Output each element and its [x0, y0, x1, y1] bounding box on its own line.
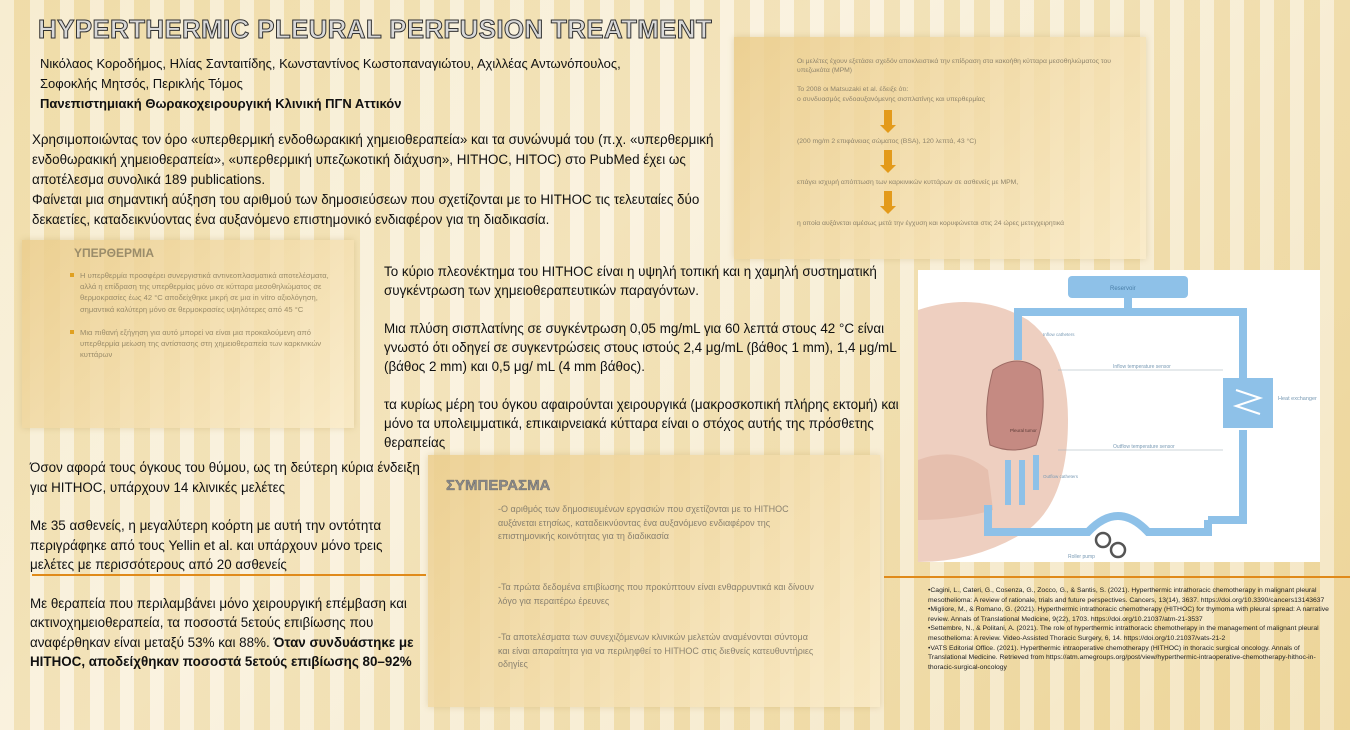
- thymus-survival-highlight: Όταν συνδυάστηκε με HITHOC, αποδείχθηκαν ποσοστά 5ετούς επιβίωσης 80–92%: [30, 634, 414, 669]
- hyperthermia-heading: ΥΠΕΡΘΕΡΜΙΑ: [74, 246, 155, 260]
- reservoir-label: Reservoir: [1110, 286, 1136, 292]
- flow-step-2: Το 2008 οι Matsuzaki et al. έδειξε ότι:: [797, 86, 909, 93]
- affiliation: Πανεπιστημιακή Θωρακοχειρουργική Κλινική ΠΓΝ Αττικόν: [40, 96, 402, 111]
- conclusion-point-3: -Τα αποτελέσματα των συνεχιζόμενων κλινικών μελετών αναμένονται σύντομα και είναι απαραίτητα για να περιληφθεί το HITHOC στις διεθνείς κατευθυντήριες οδηγίες: [498, 632, 814, 669]
- conclusion-panel: [428, 455, 880, 707]
- advantage-paragraph-1: Το κύριο πλεονέκτημα του HITHOC είναι η υψηλή τοπική και η χαμηλή συστηματική συγκέντρωση των χημειοθεραπευτικών παραγόντων.: [384, 264, 877, 298]
- tumor-label: Pleural tumor: [1010, 428, 1037, 433]
- hyperthermia-bullet-1: Η υπερθερμία προσφέρει συνεργιστικά αντινεοπλασματικά αποτελέσματα, αλλά η επίδραση της υπερθερμίας μόνο σε κύτταρα μεσοθηλιώματος σε θερμοκρασίες έως 42 °C αποδείχθηκε μικρή σε μια in vitro αξιολόγηση, σημαντικά καλύτερη μόνο σε θερμοκρασίες υψηλότερες από 45 °C: [70, 270, 330, 315]
- conclusion-point-2: -Τα πρώτα δεδομένα επιβίωσης που προκύπτουν είναι ενθαρρυντικά και δίνουν λόγο για περαιτέρω έρευνες: [498, 582, 814, 606]
- thymus-paragraph-1: Όσον αφορά τους όγκους του θύμου, ως τη δεύτερη κύρια ένδειξη για HITHOC, υπάρχουν 14 κλινικές μελέτες: [30, 460, 420, 495]
- pleural-tumor: [987, 361, 1044, 450]
- outflow-catheters-label: Outflow catheters: [1043, 474, 1079, 479]
- outflow-sensor-label: Outflow temperature sensor: [1113, 444, 1175, 450]
- pipe-right-down: [1208, 430, 1243, 520]
- advantage-paragraph-2: Μια πλύση σισπλατίνης σε συγκέντρωση 0,05 mg/mL για 60 λεπτά στους 42 °C είναι γνωστό ότι οδηγεί σε συγκεντρώσεις στους ιστούς 2,4 μg/mL (βάθος 1 mm), 1,4 μg/mL (βάθος 2 mm) και 0,5 μg/ mL (4 mm βάθος).: [384, 321, 897, 374]
- authors-line-2: Σοφοκλής Μητσός, Περικλής Τόμος: [40, 76, 243, 91]
- hyperthermia-bullet-2: Μια πιθανή εξήγηση για αυτό μπορεί να είναι μια προκαλούμενη από υπερθερμία μείωση της αντίστασης στη χημειοθεραπεία των καρκινικών κυττάρων: [70, 327, 330, 361]
- divider-right: [884, 576, 1350, 578]
- perfusion-circuit-diagram: [918, 270, 1320, 562]
- divider-left: [32, 574, 426, 576]
- inflow-sensor-label: Inflow temperature sensor: [1113, 364, 1171, 370]
- page-title: HYPERTHERMIC PLEURAL PERFUSION TREATMENT: [38, 14, 713, 44]
- reference-item: •Cagini, L., Cateri, G., Cosenza, G., Zocco, G., & Santis, S. (2021). Hyperthermic intrathoracic chemotherapy in malignant pleural mesothelioma: A review of rationale, trials and future perspectives. Cancers, 13(14), 3637. https://doi.org/10.3390/cancers13143637: [928, 587, 1325, 604]
- reference-item: •Migliore, M., & Romano, G. (2021). Hyperthermic intrathoracic chemotherapy (HITHOC) for thymoma with pleural spread: A narrative review. Annals of Translational Medicine, 9(22), 1703. https://doi.org/10.21037/atm-21-3537: [928, 606, 1329, 623]
- references: [928, 586, 1338, 672]
- flow-step-4: (200 mg/m 2 επιφάνειας σώματος (BSA), 120 λεπτά, 43 °C): [797, 138, 977, 145]
- flow-step-1: Οι μελέτες έχουν εξετάσει σχεδόν αποκλειστικά την επίδραση στα κακοήθη κύτταρα μεσοθηλιώματος του υπεζωκότα (MPM): [797, 58, 1111, 74]
- authors-line-1: Νικόλαος Κοροδήμος, Ηλίας Σανταιτίδης, Κωνσταντίνος Κωστοπαναγιώτου, Αχιλλέας Αντωνόπουλος,: [40, 56, 621, 71]
- thymus-paragraph-3: [30, 594, 428, 672]
- mechanism-flowchart: [734, 37, 1146, 259]
- hyperthermia-list: [70, 270, 330, 372]
- author-block: [40, 54, 730, 114]
- intro-section: [32, 130, 732, 230]
- pump-roller-1: [1096, 533, 1110, 547]
- intro-paragraph-1: Χρησιμοποιώντας τον όρο «υπερθερμική ενδοθωρακική χημειοθεραπεία» και τα συνώνυμά του (π.χ. «υπερθερμική ενδοθωρακική χημειοθεραπεία», «υπερθερμική υπεζωκοτική διάχυση», HITHOC, HITOC) στο PubMed έχει ως αποτέλεσμα συνολικά 189 publications.: [32, 132, 714, 187]
- pump-roller-2: [1111, 543, 1125, 557]
- conclusion-heading: ΣΥΜΠΕΡΑΣΜΑ: [446, 477, 551, 494]
- flow-arrow-2: [884, 150, 892, 166]
- intro-paragraph-2: Φαίνεται μια σημαντική αύξηση του αριθμού των δημοσιεύσεων που σχετίζονται με το HITHOC τις τελευταίες δύο δεκαετίες, καταδεικνύοντας ένα αυξανόμενο επιστημονικό ενδιαφέρον για τη διαδικασία.: [32, 192, 700, 227]
- thymus-paragraph-2: Με 35 ασθενείς, η μεγαλύτερη κοόρτη με αυτή την οντότητα περιγράφηκε από τους Yellin et al. και υπάρχουν μόνο τρεις μελέτες με περισσότερους από 20 ασθενείς: [30, 518, 383, 572]
- hyperthermia-panel: [22, 240, 354, 428]
- pump-label: Roller pump: [1068, 554, 1095, 560]
- inflow-catheters-label: Inflow catheters: [1043, 332, 1075, 337]
- reference-item: •Settembre, N., & Politani, A. (2021). The role of hyperthermic intrathoracic chemotherapy in the management of malignant pleural mesothelioma: A review. Video-Assisted Thoracic Surgery, 6, 14. https://doi.org/10.21037/vats-21-2: [928, 625, 1319, 642]
- advantages-section: [384, 262, 904, 471]
- reference-item: •VATS Editorial Office. (2021). Hyperthermic intraoperative chemotherapy (HITHOC) in thoracic surgical oncology. Annals of Translational Medicine. Retrieved from https://atm.amegroups.org/post/view/hyperthermic-intraoperative-chemotherapy-hithoc-in-thoracic-surgical-oncology: [928, 644, 1316, 671]
- flow-step-5: επάγει ισχυρή απόπτωση των καρκινικών κυττάρων σε ασθενείς με MPM,: [797, 179, 1019, 186]
- flow-arrow-3: [884, 191, 892, 207]
- flow-arrow-1: [884, 110, 892, 126]
- heat-exchanger-label: Heat exchanger: [1278, 396, 1317, 402]
- thymus-survival-text: Με θεραπεία που περιλαμβάνει μόνο χειρουργική επέμβαση και ακτινοχημειοθεραπεία, τα ποσοστά 5ετούς επιβίωσης που αναφέρθηκαν είναι μεταξύ 53% και 88%.: [30, 595, 407, 650]
- flow-step-3: ο συνδυασμός ενδοαυξανόμενης σισπλατίνης και υπερθερμίας: [797, 96, 985, 103]
- flow-step-6: η οποία αυξάνεται αμέσως μετά την έγχυση και κορυφώνεται στις 24 ώρες μετεγχειρητικά: [797, 220, 1065, 227]
- advantage-paragraph-3: τα κυρίως μέρη του όγκου αφαιρούνται χειρουργικά (μακροσκοπική πλήρης εκτομή) και μόνο τα υπολειμματικά, επικαιρνειακά κύτταρα είναι ο στόχος αυτής της πρόσθετης θεραπείας: [384, 397, 899, 450]
- perfusion-circuit-svg: [918, 270, 1320, 562]
- conclusion-point-1: -Ο αριθμός των δημοσιευμένων εργασιών που σχετίζονται με το HITHOC αυξάνεται ετησίως, καταδεικνύοντας ένα αυξανόμενο ενδιαφέρον της επιστημονικής κοινότητας για τη διαδικασία: [498, 504, 789, 541]
